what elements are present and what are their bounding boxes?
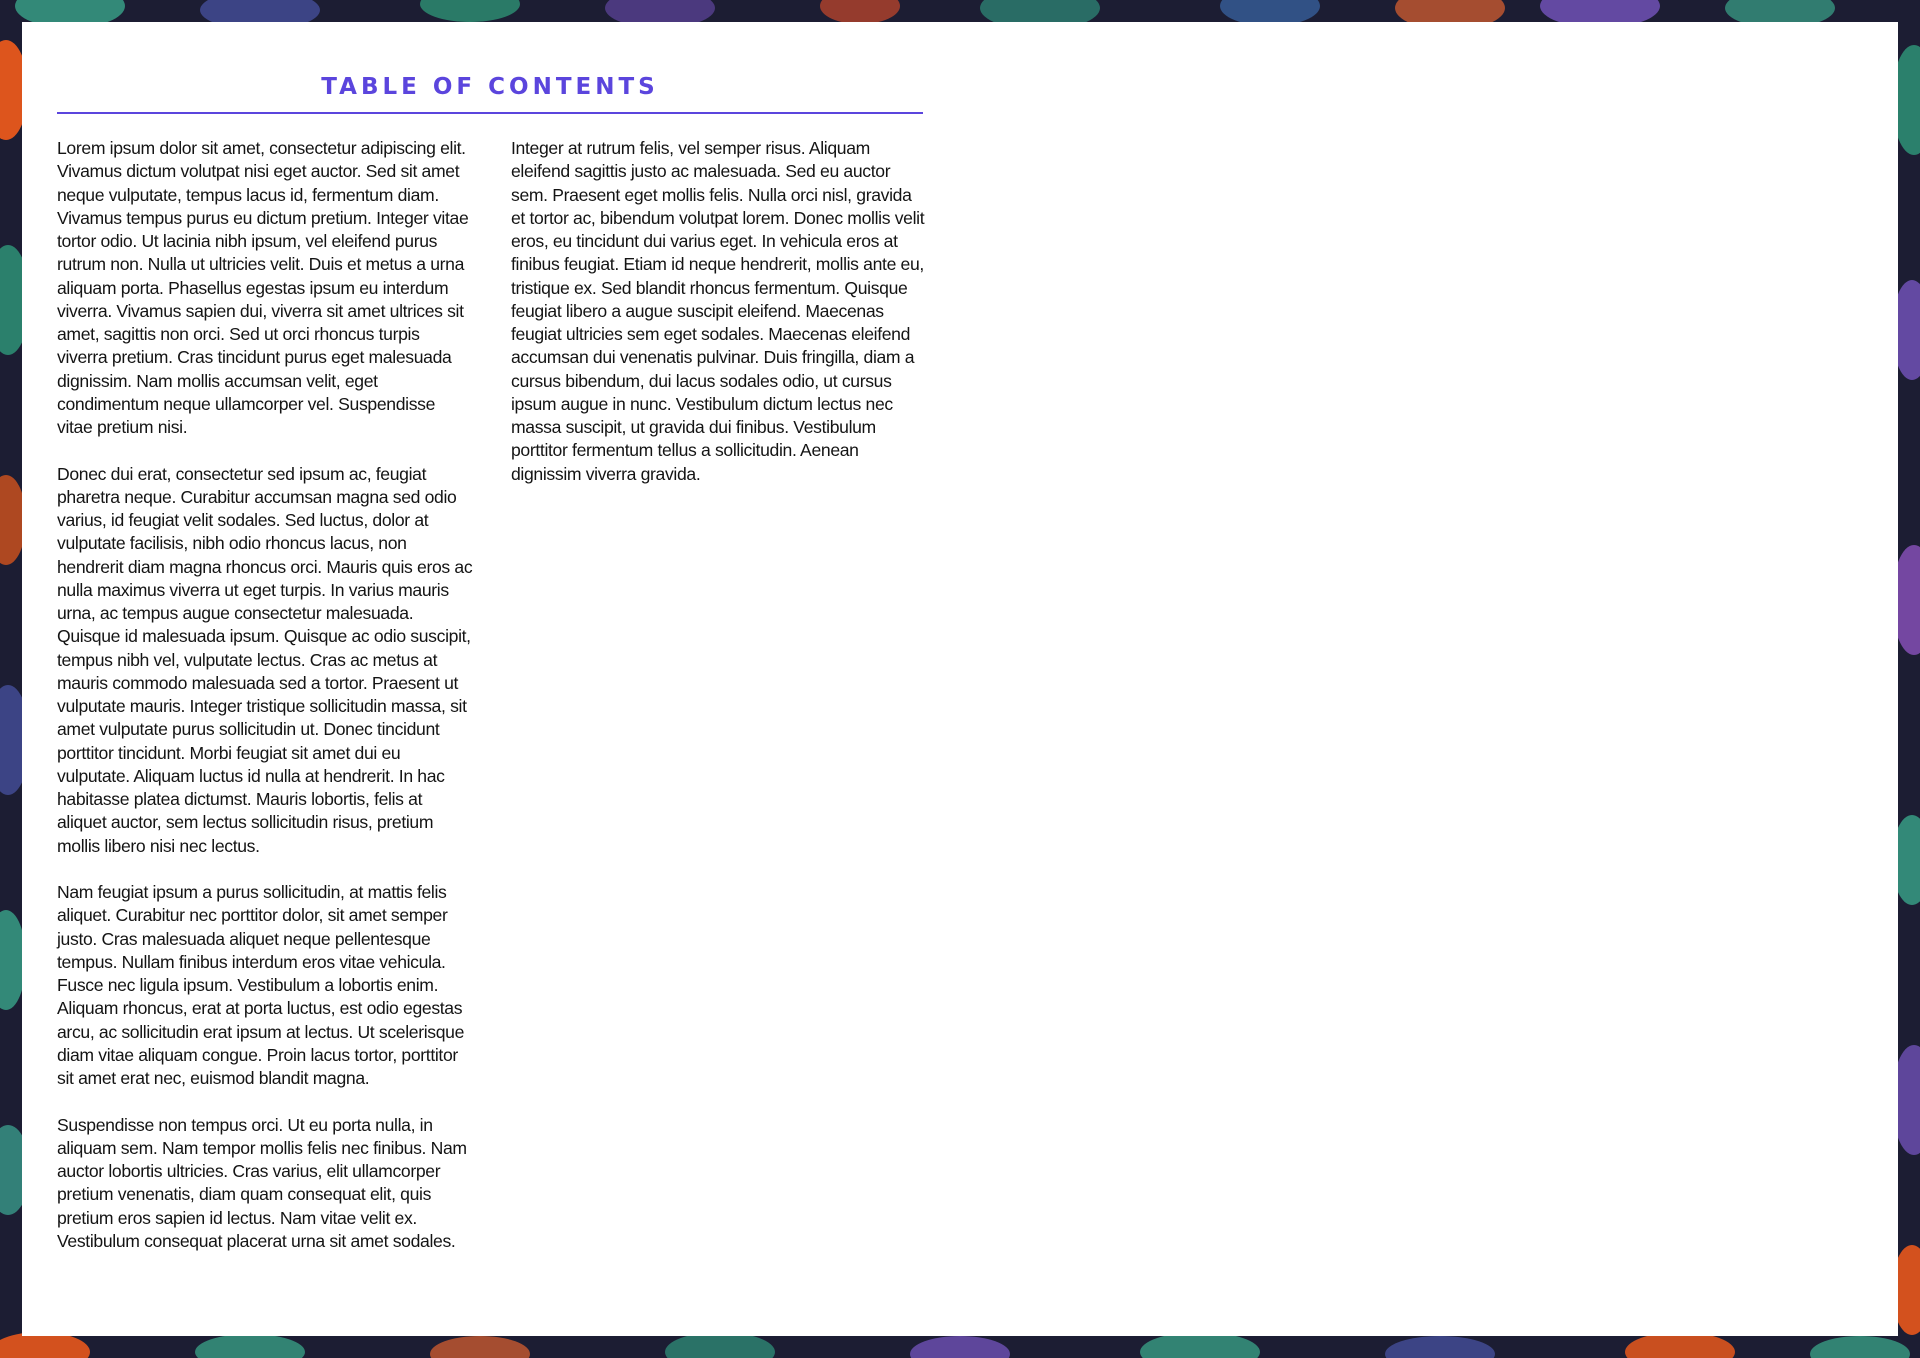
body-text-columns <box>57 137 927 1322</box>
page-title: TABLE OF CONTENTS <box>321 74 659 100</box>
toc-header <box>57 52 923 114</box>
paragraph: Suspendisse non tempus orci. Ut eu porta nulla, in aliquam sem. Nam tempor mollis felis nec finibus. Nam auctor lobortis ultricies. Cras varius, elit ullamcorper pretium venenatis, diam quam consequat elit, quis pretium eros sapien id lectus. Nam vitae velit ex. Vestibulum consequat placerat urna sit amet sodales. <box>57 1114 467 1251</box>
paragraph: Lorem ipsum dolor sit amet, consectetur adipiscing elit. Vivamus dictum volutpat nisi eget auctor. Sed sit amet neque vulputate, tempus lacus id, fermentum diam. Vivamus tempus purus eu dictum pretium. Integer vitae tortor odio. Ut lacinia nibh ipsum, vel eleifend purus rutrum non. Nulla ut ultricies velit. Duis et metus a urna aliquam porta. Phasellus egestas ipsum eu interdum viverra. Vivamus sapien dui, viverra sit amet ultrices sit amet, sagittis non orci. Sed ut orci rhoncus turpis viverra pretium. Cras tincidunt purus eget malesuada dignissim. Nam mollis accumsan velit, eget condimentum neque ullamcorper vel. Suspendisse vitae pretium nisi. <box>57 138 469 437</box>
document-page <box>22 22 1898 1336</box>
paragraph: Integer at rutrum felis, vel semper risus. Aliquam eleifend sagittis justo ac malesuada. Sed eu auctor sem. Praesent eget mollis felis. Nulla orci nisl, gravida et tortor ac, bibendum volutpat lorem. Donec mollis velit eros, eu tincidunt dui varius eget. In vehicula eros at finibus feugiat. Etiam id neque hendrerit, mollis ante eu, tristique ex. Sed blandit rhoncus fermentum. Quisque feugiat libero a augue suscipit eleifend. Maecenas feugiat ultricies sem eget sodales. Maecenas eleifend accumsan dui venenatis pulvinar. Duis fringilla, diam a cursus bibendum, dui lacus sodales odio, ut cursus ipsum augue in nunc. Vestibulum dictum lectus nec massa suscipit, ut gravida dui finibus. Vestibulum porttitor fermentum tellus a sollicitudin. Aenean dignissim viverra gravida. <box>511 138 925 484</box>
paragraph: Nam feugiat ipsum a purus sollicitudin, at mattis felis aliquet. Curabitur nec porttitor dolor, sit amet semper justo. Cras malesuada aliquet neque pellentesque tempus. Nullam finibus interdum eros vitae vehicula. Fusce nec ligula ipsum. Vestibulum a lobortis enim. Aliquam rhoncus, erat at porta luctus, est odio egestas arcu, ac sollicitudin erat ipsum at lectus. Ut scelerisque diam vitae aliquam congue. Proin lacus tortor, porttitor sit amet erat nec, euismod blandit magna. <box>57 882 465 1088</box>
paragraph: Donec dui erat, consectetur sed ipsum ac, feugiat pharetra neque. Curabitur accumsan magna sed odio varius, id feugiat velit sodales. Sed luctus, dolor at vulputate facilisis, nibh odio rhoncus lacus, non hendrerit diam magna rhoncus orci. Mauris quis eros ac nulla maximus viverra ut eget turpis. In varius mauris urna, ac tempus augue consectetur malesuada. Quisque id malesuada ipsum. Quisque ac odio suscipit, tempus nibh vel, vulputate lectus. Cras ac metus at mauris commodo malesuada sed a tortor. Praesent ut vulputate mauris. Integer tristique sollicitudin massa, sit amet vulputate purus sollicitudin ut. Donec tincidunt porttitor tincidunt. Morbi feugiat sit amet dui eu vulputate. Aliquam luctus id nulla at hendrerit. In hac habitasse platea dictumst. Mauris lobortis, felis at aliquet auctor, sem lectus sollicitudin risus, pretium mollis libero nisi nec lectus. <box>57 463 473 856</box>
